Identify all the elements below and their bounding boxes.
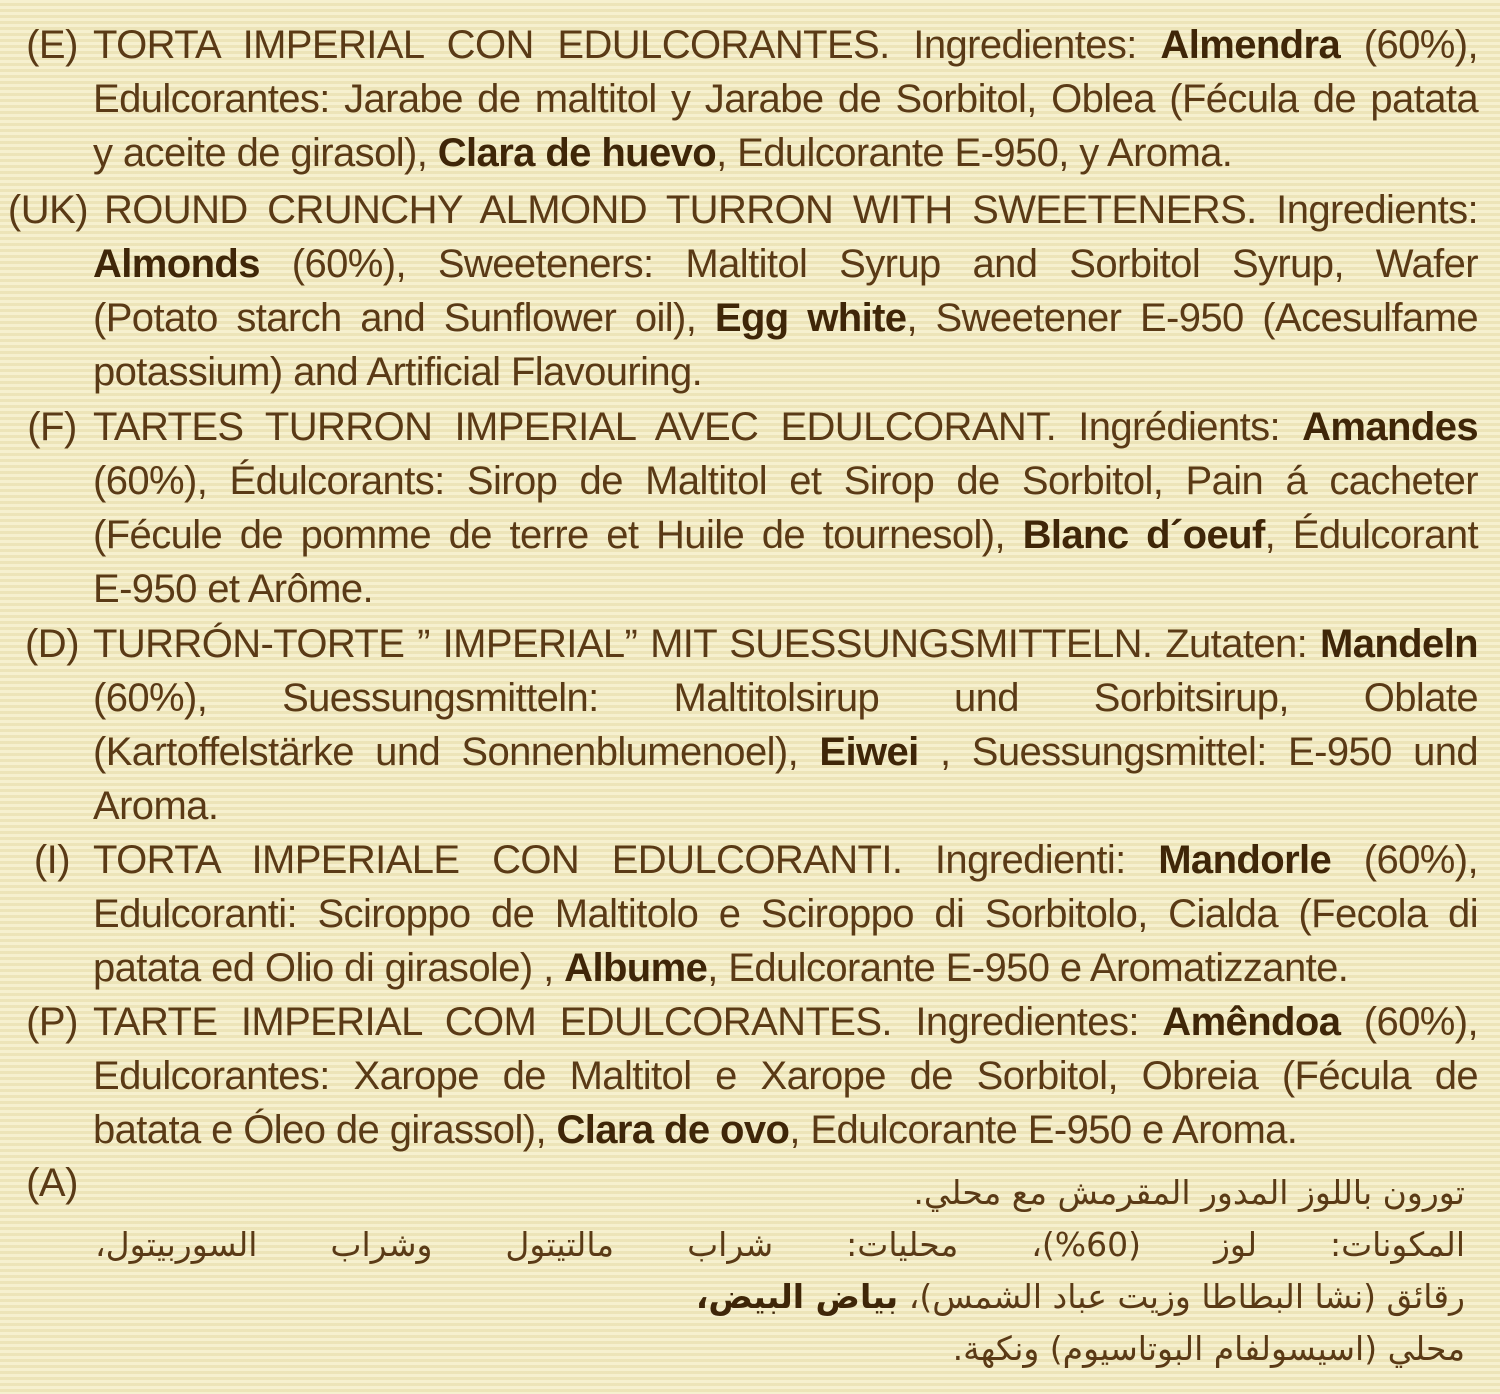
text-line: TORTA IMPERIAL CON EDULCORANTES. Ingredientes: Almendra (60%), xyxy=(93,23,1478,67)
text-line: TORTA IMPERIALE CON EDULCORANTI. Ingredienti: Mandorle (60%), xyxy=(93,838,1478,882)
allergen-bold: Eiwei xyxy=(819,730,919,774)
text-line: Edulcorantes: Jarabe de maltitol y Jarabe de Sorbitol, Oblea (Fécula de patata xyxy=(93,77,1478,121)
allergen-bold: Mandorle xyxy=(1158,838,1332,882)
text-line: ROUND CRUNCHY ALMOND TURRON WITH SWEETENERS. Ingredients: xyxy=(104,188,1478,232)
text-line: (Potato starch and Sunflower oil), Egg white, Sweetener E-950 (Acesulfame xyxy=(93,296,1478,340)
text-line: (Kartoffelstärke und Sonnenblumenoel), Eiwei , Suessungsmittel: E-950 und xyxy=(93,730,1479,774)
text-line: تورون باللوز المدور المقرمش مع محلي. xyxy=(913,1173,1465,1212)
allergen-bold: Egg white xyxy=(714,296,907,340)
language-code: (D) xyxy=(24,622,80,666)
language-code: (P) xyxy=(26,1000,78,1044)
text-line: patata ed Olio di girasole) , Albume, Edulcorante E-950 e Aromatizzante. xyxy=(93,946,1349,990)
language-code: (UK) xyxy=(7,188,89,232)
text-line: batata e Óleo de girassol), Clara de ovo, Edulcorante E-950 e Aroma. xyxy=(93,1108,1298,1152)
language-code: (A) xyxy=(26,1161,78,1205)
language-code: (F) xyxy=(27,405,77,449)
text-line: المكونات: لوز (60%)، محليات: شراب مالتيتول وشراب السوربيتول، xyxy=(95,1225,1465,1264)
text-line: potassium) and Artificial Flavouring. xyxy=(93,350,703,394)
allergen-bold: Clara de ovo xyxy=(556,1108,790,1152)
allergen-bold: Blanc d´oeuf xyxy=(1022,513,1265,557)
text-line: E-950 et Arôme. xyxy=(93,567,374,611)
text-line: (60%), Suessungsmitteln: Maltitolsirup und Sorbitsirup, Oblate xyxy=(93,676,1478,720)
allergen-bold: Amêndoa xyxy=(1162,1000,1341,1044)
text-line: Almonds (60%), Sweeteners: Maltitol Syrup and Sorbitol Syrup, Wafer xyxy=(93,242,1478,286)
language-code: (E) xyxy=(26,23,78,67)
text-line: TARTE IMPERIAL COM EDULCORANTES. Ingredientes: Amêndoa (60%), xyxy=(93,1000,1478,1044)
allergen-bold: Albume xyxy=(564,946,708,990)
text-line: y aceite de girasol), Clara de huevo, Edulcorante E-950, y Aroma. xyxy=(93,131,1233,175)
text-line: رقائق (نشا البطاطا وزيت عباد الشمس)، بياض البيض، xyxy=(695,1277,1465,1316)
allergen-bold: Amandes xyxy=(1302,405,1478,449)
allergen-bold: Almonds xyxy=(93,242,260,286)
text-line: Edulcoranti: Sciroppo de Maltitolo e Sciroppo di Sorbitolo, Cialda (Fecola di xyxy=(93,892,1478,936)
allergen-bold: بياض البيض، xyxy=(695,1277,899,1316)
allergen-bold: Almendra xyxy=(1160,23,1341,67)
text-line: محلي (اسيسولفام البوتاسيوم) ونكهة. xyxy=(952,1329,1465,1368)
allergen-bold: Clara de huevo xyxy=(437,131,717,175)
text-line: (Fécule de pomme de terre et Huile de tournesol), Blanc d´oeuf, Édulcorant xyxy=(93,513,1478,557)
text-line: Edulcorantes: Xarope de Maltitol e Xarope de Sorbitol, Obreia (Fécula de xyxy=(93,1054,1478,1098)
text-line: Aroma. xyxy=(93,784,219,828)
language-code: (I) xyxy=(33,838,71,882)
text-line: TARTES TURRON IMPERIAL AVEC EDULCORANT. Ingrédients: Amandes xyxy=(93,405,1478,449)
text-line: TURRÓN-TORTE ” IMPERIAL” MIT SUESSUNGSMITTELN. Zutaten: Mandeln xyxy=(93,622,1478,666)
allergen-bold: Mandeln xyxy=(1319,622,1478,666)
text-line: (60%), Édulcorants: Sirop de Maltitol et Sirop de Sorbitol, Pain á cacheter xyxy=(93,459,1478,503)
